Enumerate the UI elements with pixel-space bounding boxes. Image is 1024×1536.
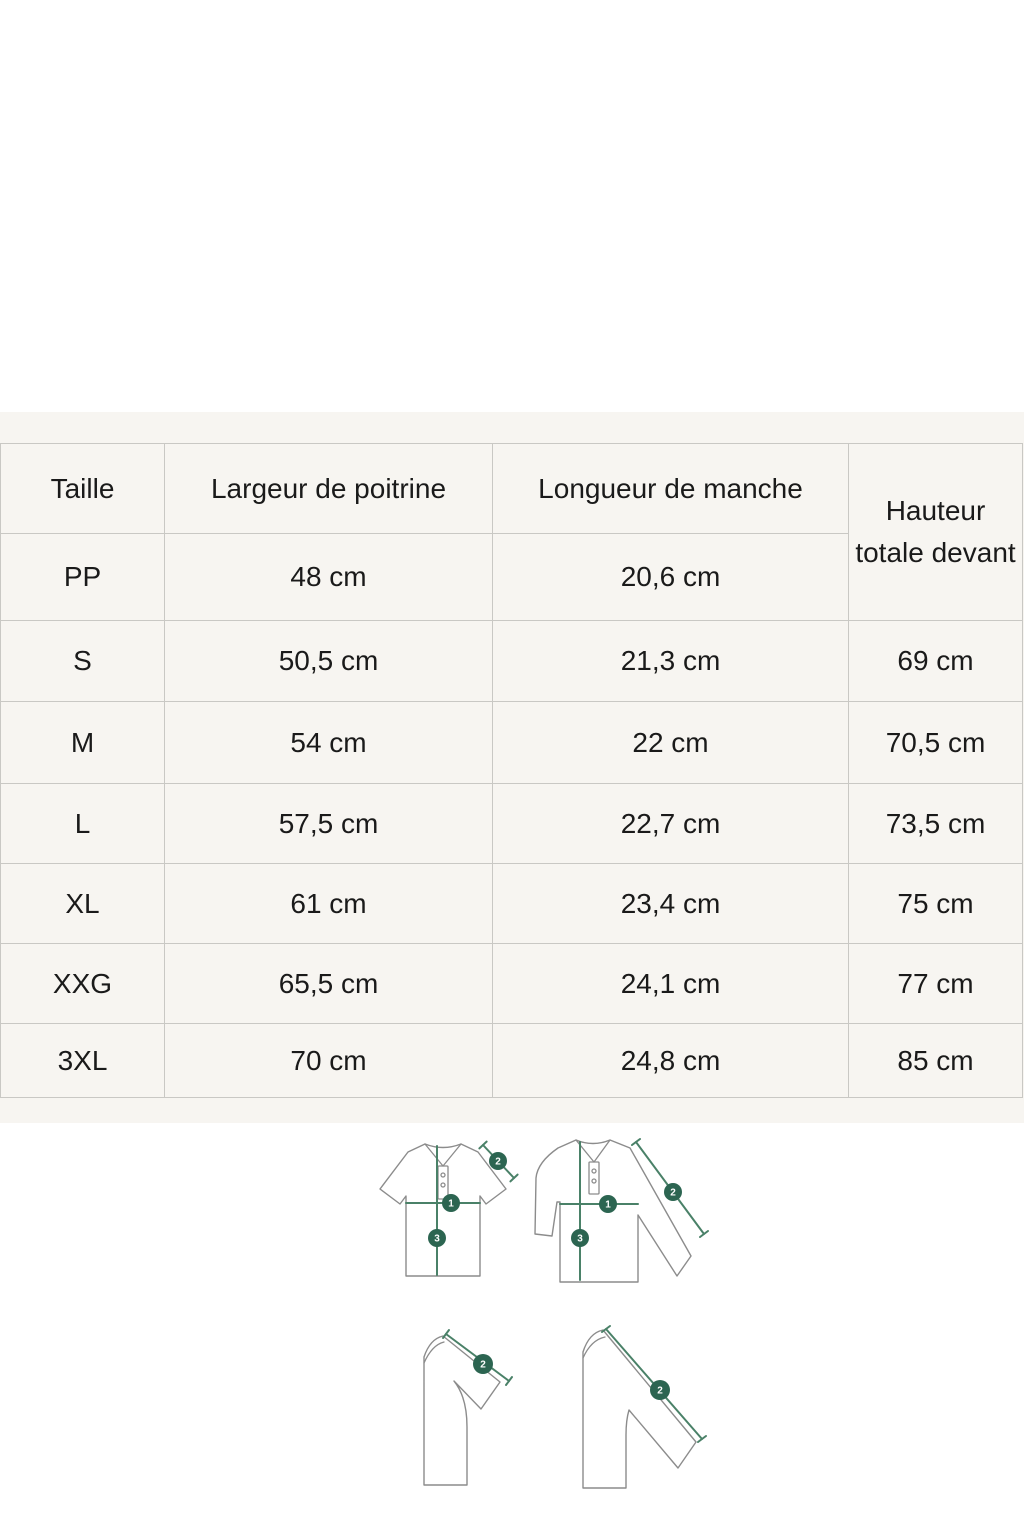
measure-tick bbox=[700, 1231, 708, 1237]
front-height-marker-number: 3 bbox=[577, 1233, 583, 1245]
size-table bbox=[0, 443, 1023, 1098]
sleeve-cell: 21,3 cm bbox=[493, 621, 849, 702]
height-cell: 85 cm bbox=[849, 1024, 1023, 1098]
table-row bbox=[1, 944, 1023, 1024]
front-height-marker-number: 3 bbox=[434, 1233, 440, 1245]
garment-outline bbox=[380, 1144, 506, 1276]
column-header-manche: Longueur de manche bbox=[493, 444, 849, 534]
chest-cell: 54 cm bbox=[165, 702, 493, 784]
table-row bbox=[1, 1024, 1023, 1098]
sleeve-cell: 23,4 cm bbox=[493, 864, 849, 944]
column-header-taille: Taille bbox=[1, 444, 165, 534]
sleeve-marker-number: 2 bbox=[657, 1385, 663, 1397]
size-table-section bbox=[0, 412, 1024, 1123]
sleeve-cell: 22 cm bbox=[493, 702, 849, 784]
size-cell: S bbox=[1, 621, 165, 702]
sleeve-cell: 20,6 cm bbox=[493, 534, 849, 621]
polo-long-sleeve-diagram bbox=[508, 1130, 713, 1290]
size-cell: XXG bbox=[1, 944, 165, 1024]
size-cell: 3XL bbox=[1, 1024, 165, 1098]
polo-short-sleeve-diagram bbox=[367, 1134, 522, 1286]
table-row bbox=[1, 784, 1023, 864]
table-row bbox=[1, 864, 1023, 944]
chest-cell: 65,5 cm bbox=[165, 944, 493, 1024]
measure-tick bbox=[632, 1139, 640, 1145]
sleeve-marker-number: 2 bbox=[480, 1359, 486, 1371]
column-header-hauteur: Hauteur totale devant bbox=[849, 444, 1023, 621]
sleeve-cell: 24,1 cm bbox=[493, 944, 849, 1024]
sleeve-marker-number: 2 bbox=[495, 1156, 501, 1168]
chest-cell: 48 cm bbox=[165, 534, 493, 621]
sleeve-cell: 24,8 cm bbox=[493, 1024, 849, 1098]
height-cell: 69 cm bbox=[849, 621, 1023, 702]
raglan-long-sleeve-diagram bbox=[565, 1320, 710, 1505]
size-cell: PP bbox=[1, 534, 165, 621]
column-header-poitrine: Largeur de poitrine bbox=[165, 444, 493, 534]
height-cell: 73,5 cm bbox=[849, 784, 1023, 864]
garment-outline bbox=[583, 1330, 696, 1488]
chest-marker-number: 1 bbox=[448, 1198, 454, 1210]
chest-cell: 70 cm bbox=[165, 1024, 493, 1098]
size-cell: L bbox=[1, 784, 165, 864]
chest-cell: 61 cm bbox=[165, 864, 493, 944]
sleeve-marker-number: 2 bbox=[670, 1187, 676, 1199]
raglan-short-sleeve-diagram bbox=[410, 1327, 525, 1497]
height-cell: 77 cm bbox=[849, 944, 1023, 1024]
chest-marker-number: 1 bbox=[605, 1199, 611, 1211]
chest-cell: 57,5 cm bbox=[165, 784, 493, 864]
height-cell: 75 cm bbox=[849, 864, 1023, 944]
height-cell: 70,5 cm bbox=[849, 702, 1023, 784]
size-cell: XL bbox=[1, 864, 165, 944]
table-row bbox=[1, 702, 1023, 784]
chest-cell: 50,5 cm bbox=[165, 621, 493, 702]
table-row bbox=[1, 621, 1023, 702]
sleeve-cell: 22,7 cm bbox=[493, 784, 849, 864]
table-header-row bbox=[1, 444, 1023, 534]
size-cell: M bbox=[1, 702, 165, 784]
